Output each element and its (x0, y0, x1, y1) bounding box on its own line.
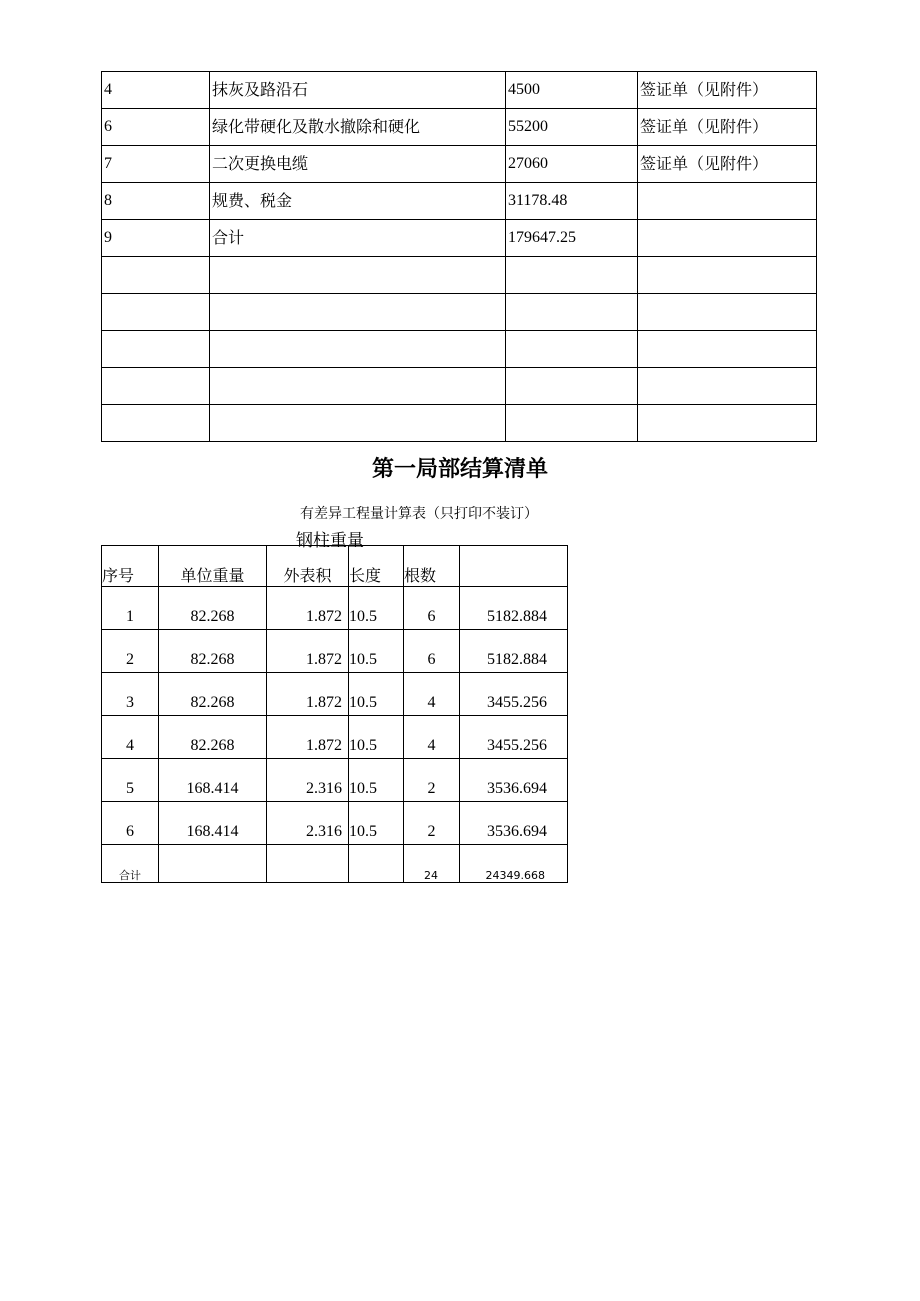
table-row (102, 257, 817, 294)
table-row (102, 331, 817, 368)
empty-cell (349, 845, 404, 883)
surface-area: 1.872 (267, 587, 349, 630)
table-row (102, 716, 568, 759)
item-name (210, 294, 506, 331)
row-number: 6 (102, 109, 210, 146)
length: 10.5 (349, 587, 404, 630)
note (638, 220, 817, 257)
note: 签证单（见附件） (638, 72, 817, 109)
item-name: 二次更换电缆 (210, 146, 506, 183)
total-count: 24 (404, 845, 460, 883)
row-number (102, 294, 210, 331)
amount: 179647.25 (506, 220, 638, 257)
page-title: 第一局部结算清单 (371, 457, 548, 482)
row-number: 4 (102, 716, 159, 759)
table-row (102, 183, 817, 220)
total-weight: 5182.884 (460, 587, 568, 630)
amount: 31178.48 (506, 183, 638, 220)
row-number: 9 (102, 220, 210, 257)
row-number: 8 (102, 183, 210, 220)
length: 10.5 (349, 802, 404, 845)
total-weight: 3455.256 (460, 716, 568, 759)
note (638, 368, 817, 405)
item-name (210, 405, 506, 442)
surface-area: 1.872 (267, 673, 349, 716)
surface-area: 2.316 (267, 802, 349, 845)
header-cell: 根数 (404, 546, 460, 587)
header-cell: 长度 (349, 546, 404, 587)
note (638, 294, 817, 331)
header-cell: 外表积 (267, 546, 349, 587)
unit-weight: 82.268 (159, 673, 267, 716)
total-weight: 3536.694 (460, 802, 568, 845)
unit-weight: 82.268 (159, 587, 267, 630)
length: 10.5 (349, 630, 404, 673)
surface-area: 1.872 (267, 630, 349, 673)
amount (506, 368, 638, 405)
table-row (102, 294, 817, 331)
empty-cell (159, 845, 267, 883)
header-cell: 序号 (102, 546, 159, 587)
table-caption: 钢柱重量 (296, 531, 364, 551)
unit-weight: 168.414 (159, 802, 267, 845)
count: 4 (404, 716, 460, 759)
total-weight: 5182.884 (460, 630, 568, 673)
unit-weight: 168.414 (159, 759, 267, 802)
settlement-table (101, 71, 817, 442)
item-name: 绿化带硬化及散水撤除和硬化 (210, 109, 506, 146)
amount (506, 331, 638, 368)
page-subtitle: 有差异工程量计算表（只打印不装订） (300, 506, 538, 522)
surface-area: 1.872 (267, 716, 349, 759)
row-number (102, 368, 210, 405)
count: 4 (404, 673, 460, 716)
table-row (102, 220, 817, 257)
table-row (102, 109, 817, 146)
count: 2 (404, 759, 460, 802)
total-weight: 3455.256 (460, 673, 568, 716)
length: 10.5 (349, 759, 404, 802)
row-number: 2 (102, 630, 159, 673)
total-weight: 3536.694 (460, 759, 568, 802)
row-number (102, 257, 210, 294)
item-name (210, 331, 506, 368)
amount: 4500 (506, 72, 638, 109)
table-row (102, 72, 817, 109)
amount (506, 257, 638, 294)
row-number (102, 331, 210, 368)
note: 签证单（见附件） (638, 109, 817, 146)
unit-weight: 82.268 (159, 630, 267, 673)
note (638, 405, 817, 442)
empty-cell (267, 845, 349, 883)
row-number: 4 (102, 72, 210, 109)
item-name: 抹灰及路沿石 (210, 72, 506, 109)
table-row (102, 673, 568, 716)
total-row (102, 845, 568, 883)
table-row (102, 587, 568, 630)
row-number (102, 405, 210, 442)
amount: 55200 (506, 109, 638, 146)
length: 10.5 (349, 673, 404, 716)
table-row (102, 405, 817, 442)
unit-weight: 82.268 (159, 716, 267, 759)
surface-area: 2.316 (267, 759, 349, 802)
row-number: 1 (102, 587, 159, 630)
note: 签证单（见附件） (638, 146, 817, 183)
total-label: 合计 (102, 845, 159, 883)
item-name: 规费、税金 (210, 183, 506, 220)
amount: 27060 (506, 146, 638, 183)
steel-column-weight-table (101, 545, 568, 883)
amount (506, 405, 638, 442)
row-number: 6 (102, 802, 159, 845)
table-row (102, 146, 817, 183)
table-row (102, 630, 568, 673)
amount (506, 294, 638, 331)
table-row (102, 802, 568, 845)
count: 6 (404, 630, 460, 673)
item-name (210, 368, 506, 405)
table-row (102, 759, 568, 802)
note (638, 257, 817, 294)
item-name: 合计 (210, 220, 506, 257)
table-row (102, 368, 817, 405)
total-weight: 24349.668 (460, 845, 568, 883)
row-number: 5 (102, 759, 159, 802)
note (638, 331, 817, 368)
count: 6 (404, 587, 460, 630)
note (638, 183, 817, 220)
row-number: 7 (102, 146, 210, 183)
item-name (210, 257, 506, 294)
header-cell (460, 546, 568, 587)
header-row (102, 546, 568, 587)
header-cell: 单位重量 (159, 546, 267, 587)
length: 10.5 (349, 716, 404, 759)
count: 2 (404, 802, 460, 845)
row-number: 3 (102, 673, 159, 716)
